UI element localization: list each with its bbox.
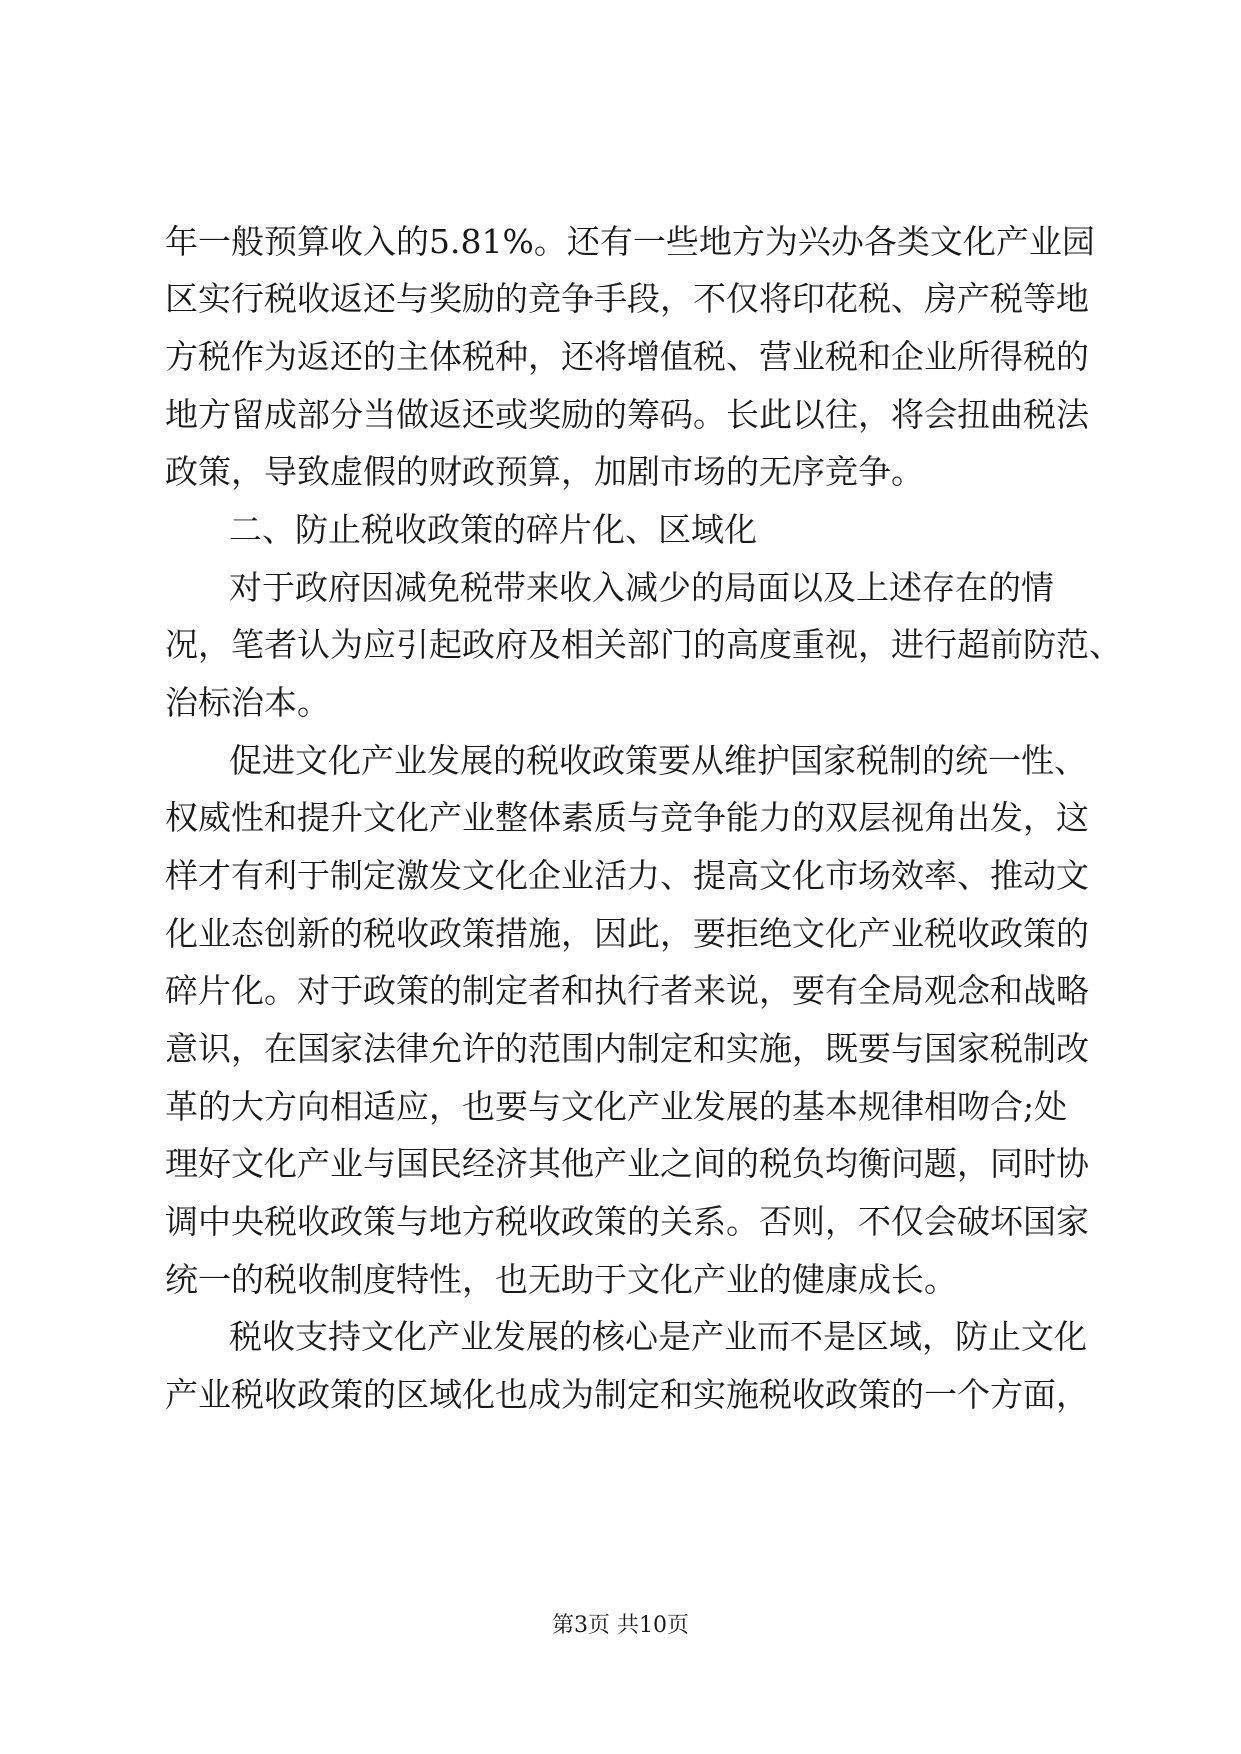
body-line: 促进文化产业发展的税收政策要从维护国家税制的统一性、 <box>229 741 1087 780</box>
body-line: 碎片化。对于政策的制定者和执行者来说，要有全局观念和战略 <box>165 971 1089 1010</box>
body-line: 税收支持文化产业发展的核心是产业而不是区域，防止文化 <box>229 1317 1087 1356</box>
body-line: 意识，在国家法律允许的范围内制定和实施，既要与国家税制改 <box>165 1029 1089 1068</box>
body-line: 统一的税收制度特性，也无助于文化产业的健康成长。 <box>165 1260 957 1299</box>
body-line: 权威性和提升文化产业整体素质与竞争能力的双层视角出发，这 <box>165 798 1089 837</box>
body-line: 化业态创新的税收政策措施，因此，要拒绝文化产业税收政策的 <box>165 914 1089 953</box>
body-line: 况，笔者认为应引起政府及相关部门的高度重视，进行超前防范、 <box>165 625 1122 664</box>
body-line: 对于政府因减免税带来收入减少的局面以及上述存在的情 <box>229 568 1054 607</box>
body-line: 理好文化产业与国民经济其他产业之间的税负均衡问题，同时协 <box>165 1144 1089 1183</box>
page-footer: 第3页 共10页 <box>552 1613 689 1638</box>
body-line: 年一般预算收入的5.81%。还有一些地方为兴办各类文化产业园 <box>165 222 1095 261</box>
body-line: 治标治本。 <box>165 683 330 722</box>
body-line: 区实行税收返还与奖励的竞争手段，不仅将印花税、房产税等地 <box>165 279 1089 318</box>
body-line: 革的大方向相适应，也要与文化产业发展的基本规律相吻合;处 <box>165 1087 1068 1126</box>
body-line: 政策，导致虚假的财政预算，加剧市场的无序竞争。 <box>165 452 924 491</box>
body-line: 调中央税收政策与地方税收政策的关系。否则，不仅会破坏国家 <box>165 1202 1089 1241</box>
body-line: 地方留成部分当做返还或奖励的筹码。长此以往，将会扭曲税法 <box>165 395 1089 434</box>
body-line: 产业税收政策的区域化也成为制定和实施税收政策的一个方面， <box>165 1375 1089 1414</box>
section-heading: 二、防止税收政策的碎片化、区域化 <box>229 510 757 549</box>
body-line: 方税作为返还的主体税种，还将增值税、营业税和企业所得税的 <box>165 337 1089 376</box>
body-line: 样才有利于制定激发文化企业活力、提高文化市场效率、推动文 <box>165 856 1089 895</box>
